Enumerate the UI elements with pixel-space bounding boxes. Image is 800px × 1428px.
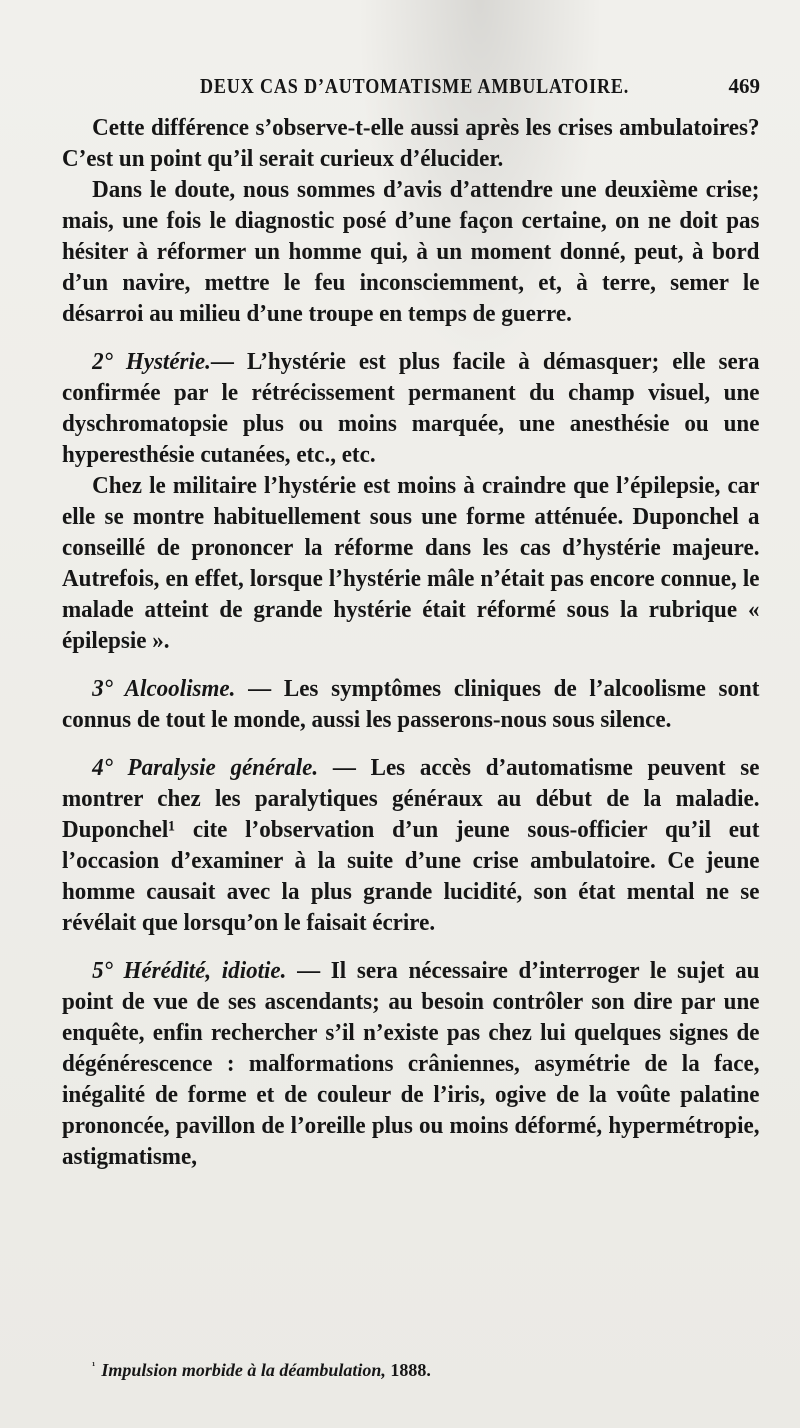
section-paragraph-alcoolisme	[62, 673, 759, 735]
paragraph-text: — L’hystérie est plus facile à démasquer; elle sera confirmée par le rétrécissement permanent du champ visuel, une dyschromatopsie plus ou moins marquée, une anesthésie ou une hyperesthésie cutanées, etc., etc.	[62, 348, 760, 468]
paragraph-text: — Il sera nécessaire d’interroger le sujet au point de vue de ses ascendants; au besoin contrôler son dire par une enquête, enfin rechercher s’il n’existe pas chez lui quelques signes de dégénérescence : malformations crâniennes, asymétrie de la face, inégalité de forme et de couleur de l’iris, ogive de la voûte palatine prononcée, pavillon de l’oreille plus ou moins déformé, hypermétropie, astigmatisme,	[62, 957, 760, 1170]
page-header	[60, 74, 760, 104]
section-paragraph-hysterie	[62, 346, 759, 470]
paragraph	[62, 112, 759, 174]
paragraph	[62, 470, 759, 656]
footnote-mark: ¹	[92, 1360, 96, 1372]
paragraph	[62, 174, 759, 329]
body-text	[62, 112, 760, 1172]
paragraph-text: Chez le militaire l’hystérie est moins à craindre que l’épilepsie, car elle se montre habituellement sous une forme atténuée. Duponchel a conseillé de prononcer la réforme dans les cas d’hystérie majeure. Autrefois, en effet, lorsque l’hystérie mâle n’était pas encore connue, le malade atteint de grande hystérie était réformé sous la rubrique « épilepsie ».	[62, 472, 760, 654]
section-heading: 3° Alcoolisme.	[92, 675, 236, 702]
section-paragraph-paralysie	[62, 752, 759, 938]
paragraph-text: Dans le doute, nous sommes d’avis d’attendre une deuxième crise; mais, une fois le diagnostic posé d’une façon certaine, on ne doit pas hésiter à réformer un homme qui, à un moment donné, peut, à bord d’un navire, mettre le feu inconsciemment, et, à terre, semer le désarroi au milieu d’une troupe en temps de guerre.	[62, 176, 760, 327]
section-heading: 4° Paralysie générale.	[92, 754, 319, 781]
running-title: DEUX CAS D’AUTOMATISME AMBULATOIRE.	[200, 74, 630, 98]
section-paragraph-heredite	[62, 955, 759, 1172]
footnote-year: 1888.	[390, 1360, 431, 1380]
footnote-title: Impulsion morbide à la déambulation,	[101, 1360, 386, 1380]
section-heading: 2° Hystérie.	[92, 348, 211, 375]
page-number: 469	[728, 74, 760, 98]
paragraph-text: — Les symptômes cliniques de l’alcoolisme sont connus de tout le monde, aussi les passerons-nous sous silence.	[62, 675, 760, 733]
paragraph-text: — Les accès d’automatisme peuvent se montrer chez les paralytiques généraux au début de la maladie. Duponchel¹ cite l’observation d’un jeune sous-officier qu’il eut l’occasion d’examiner à la suite d’une crise ambulatoire. Ce jeune homme causait avec la plus grande lucidité, son état mental ne se révélait que lorsqu’on le faisait écrire.	[62, 754, 760, 936]
paragraph-text: Cette différence s’observe-t-elle aussi après les crises ambulatoires? C’est un point qu’il serait curieux d’élucider.	[62, 114, 760, 172]
footnote	[92, 1360, 431, 1381]
section-heading: 5° Hérédité, idiotie.	[92, 957, 287, 984]
